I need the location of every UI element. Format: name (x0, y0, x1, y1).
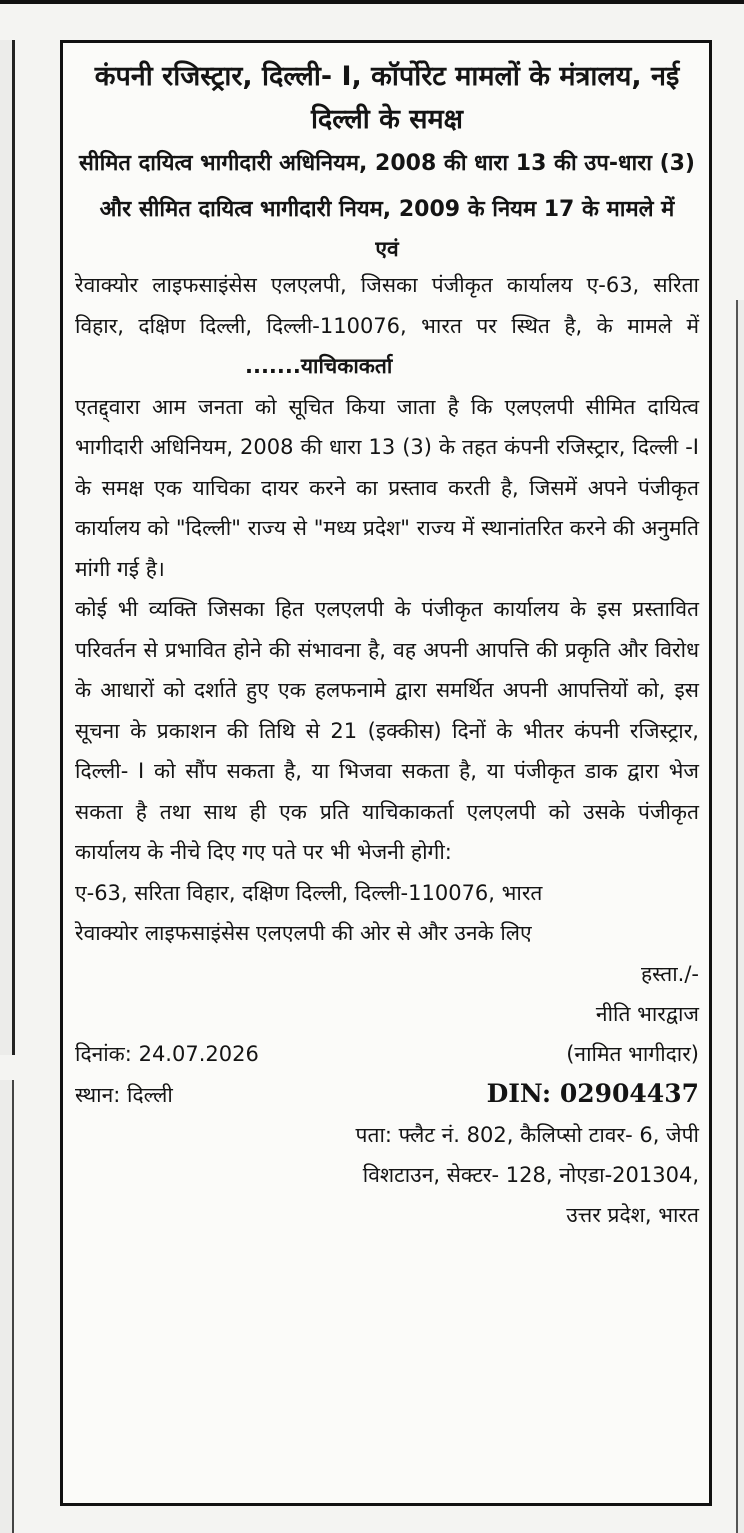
signed-mark: हस्ता./- (640, 961, 699, 986)
public-notice (60, 40, 712, 1506)
adjacent-column-edge (0, 1080, 14, 1533)
top-rule (0, 0, 744, 4)
notice-subtitle: सीमित दायित्व भागीदारी अधिनियम, 2008 की धारा 13 की उप-धारा (3) और सीमित दायित्व भागीदारी नियम, 2009 के नियम 17 के मामले में (79, 151, 695, 222)
designation: (नामित भागीदार) (566, 1041, 699, 1066)
place: स्थान: दिल्ली (75, 1082, 173, 1107)
petitioner-role: .......याचिकाकर्ता (245, 354, 393, 378)
on-behalf-line: रेवाक्योर लाइफसाइंसेस एलएलपी की ओर से और उनके लिए (75, 921, 532, 945)
notice-paragraph: कोई भी व्यक्ति जिसका हित एलएलपी के पंजीकृत कार्यालय के इस प्रस्तावित परिवर्तन से प्रभावित होने की संभावना है, वह अपनी आपत्ति की प्रकृति और विरोध के आधारों को दर्शाते हुए एक हलफनामे द्वारा समर्थित अपनी आपत्तियों को, इस सूचना के प्रकाशन की तिथि से 21 (इक्कीस) दिनों के भीतर कंपनी रजिस्ट्रार, दिल्ली- I को सौंप सकता है, या भिजवा सकता है, या पंजीकृत डाक द्वारा भेज सकता है तथा साथ ही एक प्रति याचिकाकर्ता एलएलपी को उसके पंजीकृत कार्यालय के नीचे दिए गए पते पर भी भेजनी होगी: (75, 597, 699, 864)
petitioner-block (75, 265, 699, 387)
petitioner-text: रेवाक्योर लाइफसाइंसेस एलएलपी, जिसका पंजीकृत कार्यालय ए-63, सरिता विहार, दक्षिण दिल्ली, दिल्ली-110076, भारत पर स्थित है, के मामले में (75, 273, 699, 338)
reply-address: ए-63, सरिता विहार, दक्षिण दिल्ली, दिल्ली-110076, भारत (75, 880, 543, 905)
adjacent-column-edge (0, 40, 15, 1055)
signatory-address-line: विशटाउन, सेक्टर- 128, नोएडा-201304, (362, 1162, 699, 1187)
notice-paragraph: एतद्द्वारा आम जनता को सूचित किया जाता है कि एलएलपी सीमित दायित्व भागीदारी अधिनियम, 2008 की धारा 13 (3) के तहत कंपनी रजिस्ट्रार, दिल्ली -I के समक्ष एक याचिका दायर करने का प्रस्ताव करती है, जिसमें अपने पंजीकृत कार्यालय को "दिल्ली" राज्य से "मध्य प्रदेश" राज्य में स्थानांतरित करने की अनुमति मांगी गई है। (75, 394, 699, 581)
signatory-name: नीति भारद्वाज (595, 1001, 699, 1026)
date: दिनांक: 24.07.2026 (75, 1041, 259, 1066)
date-row (75, 1034, 699, 1074)
conjunction: एवं (375, 237, 399, 261)
place-row (75, 1074, 699, 1115)
notice-title: कंपनी रजिस्ट्रार, दिल्ली- I, कॉर्पोरेट मामलों के मंत्रालय, नई दिल्ली के समक्ष (94, 61, 680, 135)
adjacent-column-edge (736, 300, 744, 1533)
signatory-address-line: पता: फ्लैट नं. 802, कैलिप्सो टावर- 6, जेपी (355, 1122, 699, 1147)
din-number: DIN: 02904437 (486, 1078, 699, 1108)
signatory-address-line: उत्तर प्रदेश, भारत (566, 1202, 699, 1227)
